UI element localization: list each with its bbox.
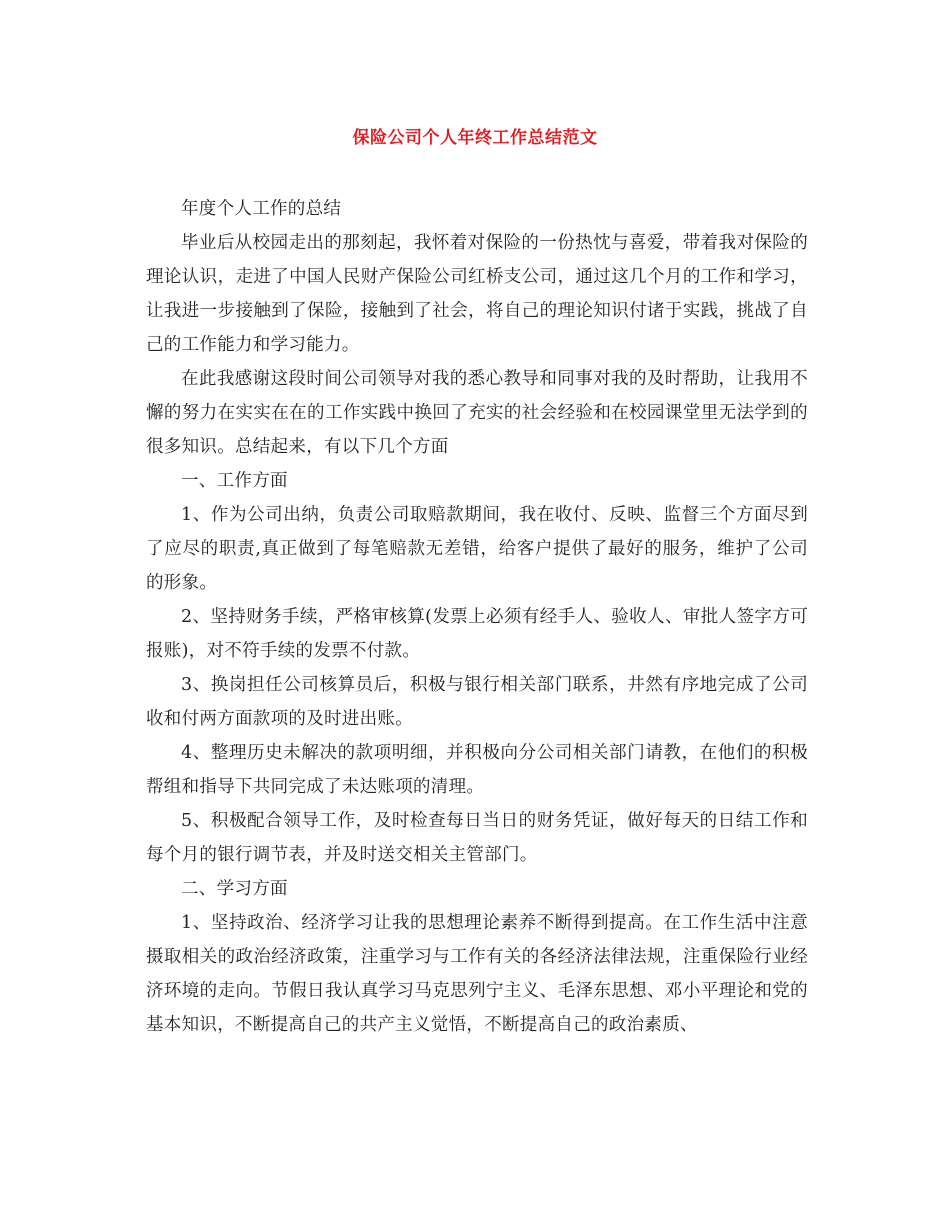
paragraph: 3、换岗担任公司核算员后，积极与银行相关部门联系，井然有序地完成了公司收和付两方面款项的及时进出账。 — [146, 675, 808, 729]
paragraph: 5、积极配合领导工作，及时检查每日当日的财务凭证，做好每天的日结工作和每个月的银行调节表，并及时送交相关主管部门。 — [146, 811, 808, 865]
document-title: 保险公司个人年终工作总结范文 — [352, 128, 598, 148]
paragraph: 1、坚持政治、经济学习让我的思想理论素养不断得到提高。在工作生活中注意摄取相关的政治经济政策，注重学习与工作有关的各经济法律法规，注重保险行业经济环境的走向。节假日我认真学习马克思列宁主义、毛泽东思想、邓小平理论和党的基本知识，不断提高自己的共产主义觉悟，不断提高自己的政治素质、 — [146, 913, 808, 1035]
section-heading-study: 二、学习方面 — [181, 879, 288, 899]
paragraph: 毕业后从校园走出的那刻起，我怀着对保险的一份热忱与喜爱，带着我对保险的理论认识，走进了中国人民财产保险公司红桥支公司，通过这几个月的工作和学习，让我进一步接触到了保险，接触到了社会，将自己的理论知识付诸于实践，挑战了自己的工作能力和学习能力。 — [146, 233, 808, 355]
document-body — [146, 192, 808, 1042]
paragraph: 2、坚持财务手续，严格审核算(发票上必须有经手人、验收人、审批人签字方可报账)，对不符手续的发票不付款。 — [146, 607, 808, 661]
paragraph: 1、作为公司出纳，负责公司取赔款期间，我在收付、反映、监督三个方面尽到了应尽的职责,真正做到了每笔赔款无差错，给客户提供了最好的服务，维护了公司的形象。 — [146, 505, 808, 593]
paragraph: 在此我感谢这段时间公司领导对我的悉心教导和同事对我的及时帮助，让我用不懈的努力在实实在在的工作实践中换回了充实的社会经验和在校园课堂里无法学到的很多知识。总结起来，有以下几个方面 — [146, 369, 808, 457]
paragraph-heading: 年度个人工作的总结 — [181, 199, 342, 219]
section-heading-work: 一、工作方面 — [181, 471, 288, 491]
paragraph: 4、整理历史未解决的款项明细，并积极向分公司相关部门请教，在他们的积极帮组和指导下共同完成了未达账项的清理。 — [146, 743, 808, 797]
